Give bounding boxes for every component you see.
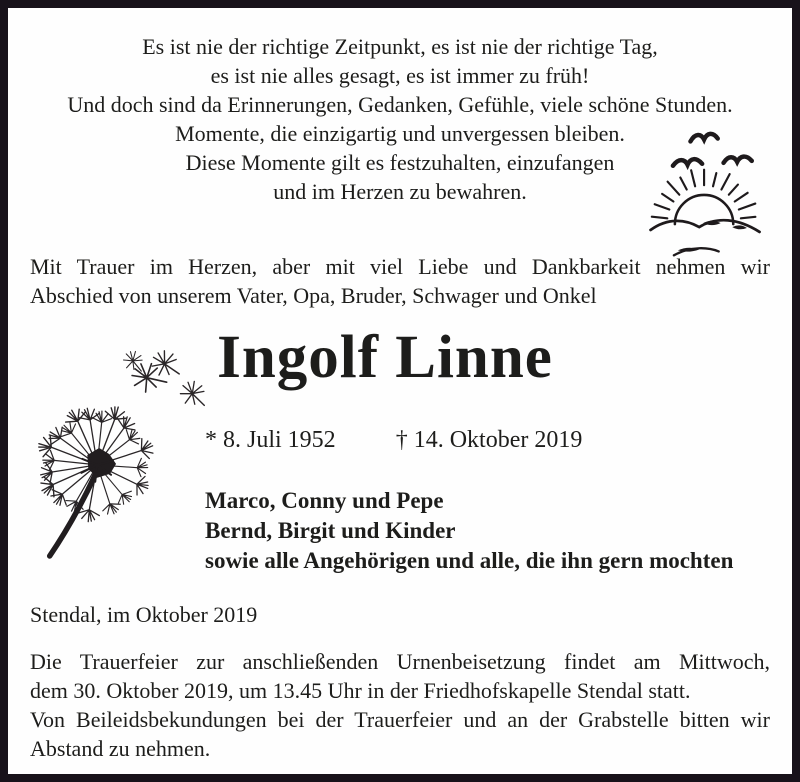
life-dates	[205, 426, 770, 454]
quote-line: Und doch sind da Erinnerungen, Gedanken, Gefühle, viele schöne Stunden.	[67, 92, 733, 117]
funeral-line: Abstand zu nehmen.	[30, 736, 211, 761]
place-and-date: Stendal, im Oktober 2019	[30, 602, 258, 627]
funeral-line: dem 30. Oktober 2019, um 13.45 Uhr in der Friedhofskapelle Stendal statt.	[30, 678, 691, 703]
mourner-line: sowie alle Angehörigen und alle, die ihn gern mochten	[205, 548, 734, 573]
mourners-list	[205, 486, 770, 576]
deceased-name: Ingolf Linne	[217, 324, 553, 391]
funeral-info	[30, 647, 770, 763]
funeral-line: Die Trauerfeier zur anschließenden Urnenbeisetzung findet am Mittwoch,	[30, 649, 770, 674]
announcement-line: Mit Trauer im Herzen, aber mit viel Liebe und Dankbarkeit nehmen wir	[30, 254, 770, 279]
quote-line: es ist nie alles gesagt, es ist immer zu früh!	[210, 63, 590, 88]
birth-date: * 8. Juli 1952	[205, 427, 336, 453]
announcement-text	[30, 252, 770, 310]
funeral-line: Von Beileidsbekundungen bei der Trauerfeier und an der Grabstelle bitten wir	[30, 707, 770, 732]
mourner-line: Bernd, Birgit und Kinder	[205, 518, 456, 543]
memorial-quote	[30, 32, 770, 206]
death-date: † 14. Oktober 2019	[395, 427, 583, 453]
quote-line: Momente, die einzigartig und unvergessen bleiben.	[175, 121, 625, 146]
obituary-content	[8, 8, 792, 774]
name-row	[30, 320, 740, 396]
quote-line: und im Herzen zu bewahren.	[273, 179, 527, 204]
quote-line: Es ist nie der richtige Zeitpunkt, es ist nie der richtige Tag,	[142, 34, 658, 59]
quote-line: Diese Momente gilt es festzuhalten, einzufangen	[185, 150, 615, 175]
announcement-line: Abschied von unserem Vater, Opa, Bruder, Schwager und Onkel	[30, 283, 597, 308]
mourner-line: Marco, Conny und Pepe	[205, 488, 444, 513]
